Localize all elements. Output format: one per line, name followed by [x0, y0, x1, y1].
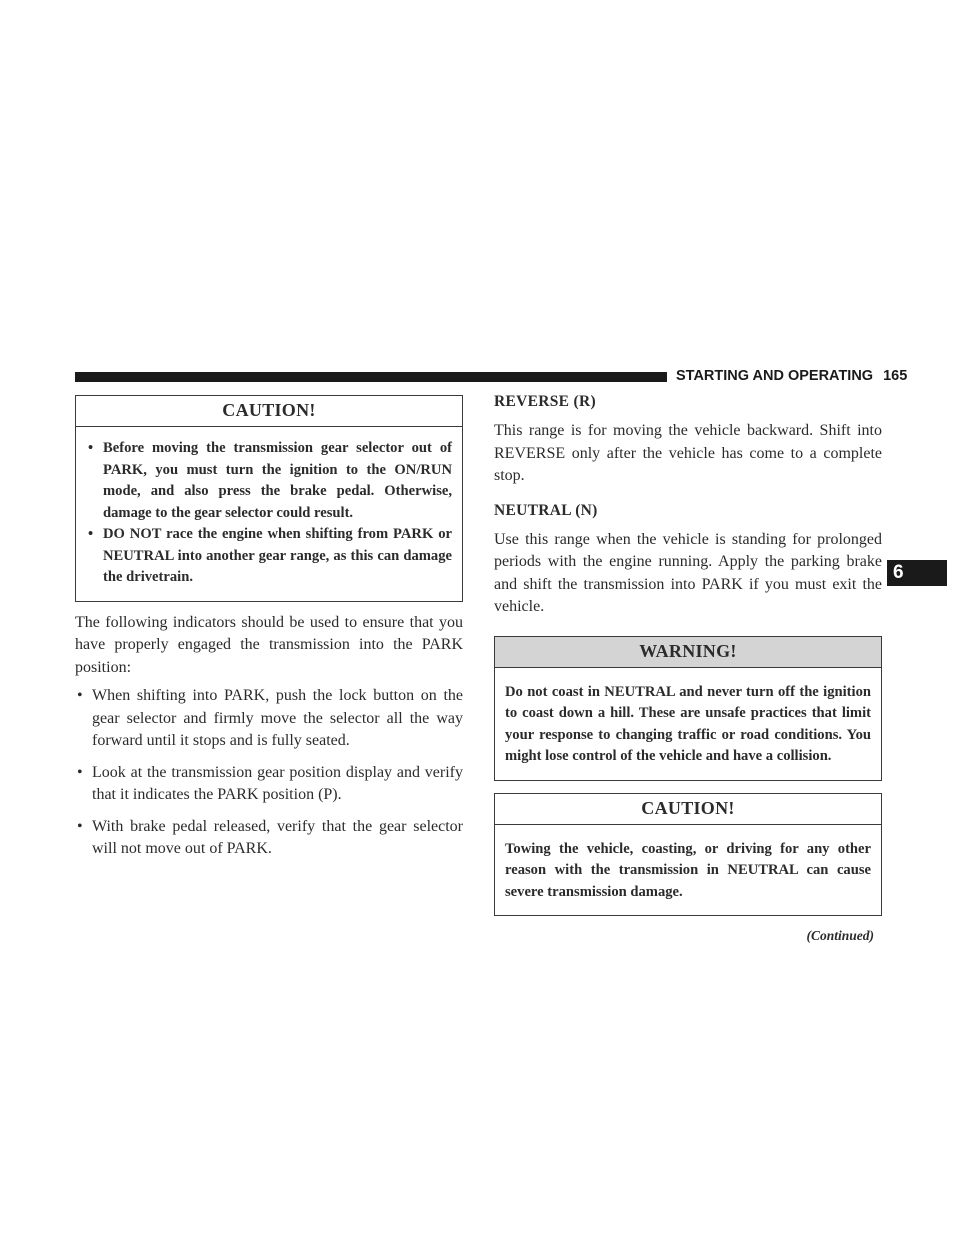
neutral-heading: NEUTRAL (N) [494, 501, 598, 519]
caution-title: CAUTION! [495, 794, 881, 825]
continued-label: (Continued) [806, 928, 874, 943]
bullet-icon: • [77, 817, 83, 835]
caution-item-text: DO NOT race the engine when shifting from PARK or NEUTRAL into another gear range, as this can damage the drivetrain. [103, 526, 452, 585]
caution-body: Towing the vehicle, coasting, or driving for any other reason with the transmission in NEUTRAL can cause severe transmission damage. [505, 840, 871, 900]
right-column [494, 393, 882, 944]
indicator-list [75, 685, 463, 861]
bullet-icon: • [88, 440, 94, 456]
bullet-icon: • [77, 687, 83, 704]
indicator-item [75, 685, 463, 753]
warning-box [494, 636, 882, 781]
indicator-item [75, 816, 463, 861]
caution-title: CAUTION! [76, 396, 462, 427]
reverse-paragraph: This range is for moving the vehicle backward. Shift into REVERSE only after the vehicle has come to a complete stop. [494, 422, 882, 484]
chapter-tab: 6 [887, 560, 947, 586]
running-header [676, 368, 907, 384]
caution-box [75, 395, 463, 602]
bullet-icon: • [88, 526, 94, 542]
indicator-item [75, 762, 463, 807]
indicator-item-text: With brake pedal released, verify that the gear selector will not move out of PARK. [92, 817, 463, 857]
neutral-paragraph: Use this range when the vehicle is standing for prolonged periods with the engine running. Apply the parking brake and shift the transmission into PARK if you must exit the vehicle. [494, 530, 882, 615]
caution-item [86, 524, 452, 589]
indicator-item-text: Look at the transmission gear position display and verify that it indicates the PARK position (P). [92, 763, 463, 803]
warning-title: WARNING! [495, 637, 881, 668]
page-number: 165 [883, 368, 908, 384]
bullet-icon: • [77, 763, 83, 781]
indicator-item-text: When shifting into PARK, push the lock button on the gear selector and firmly move the selector all the way forward until it stops and is fully seated. [92, 687, 463, 749]
warning-body: Do not coast in NEUTRAL and never turn off the ignition to coast down a hill. These are unsafe practices that limit your response to changing traffic or road conditions. You might lose control of the vehicle and have a collision. [505, 683, 871, 764]
reverse-heading: REVERSE (R) [494, 393, 596, 410]
caution-list [86, 438, 452, 589]
left-column [75, 395, 463, 870]
intro-paragraph: The following indicators should be used to ensure that you have properly engaged the transmission into the PARK position: [75, 613, 463, 676]
header-bar [75, 372, 667, 382]
section-title: STARTING AND OPERATING [676, 368, 874, 384]
caution-box-neutral [494, 793, 882, 917]
caution-item-text: Before moving the transmission gear selector out of PARK, you must turn the ignition to the ON/RUN mode, and also press the brake pedal. Otherwise, damage to the gear selector could result. [103, 440, 452, 521]
caution-item [86, 438, 452, 524]
caution-body [76, 427, 462, 601]
